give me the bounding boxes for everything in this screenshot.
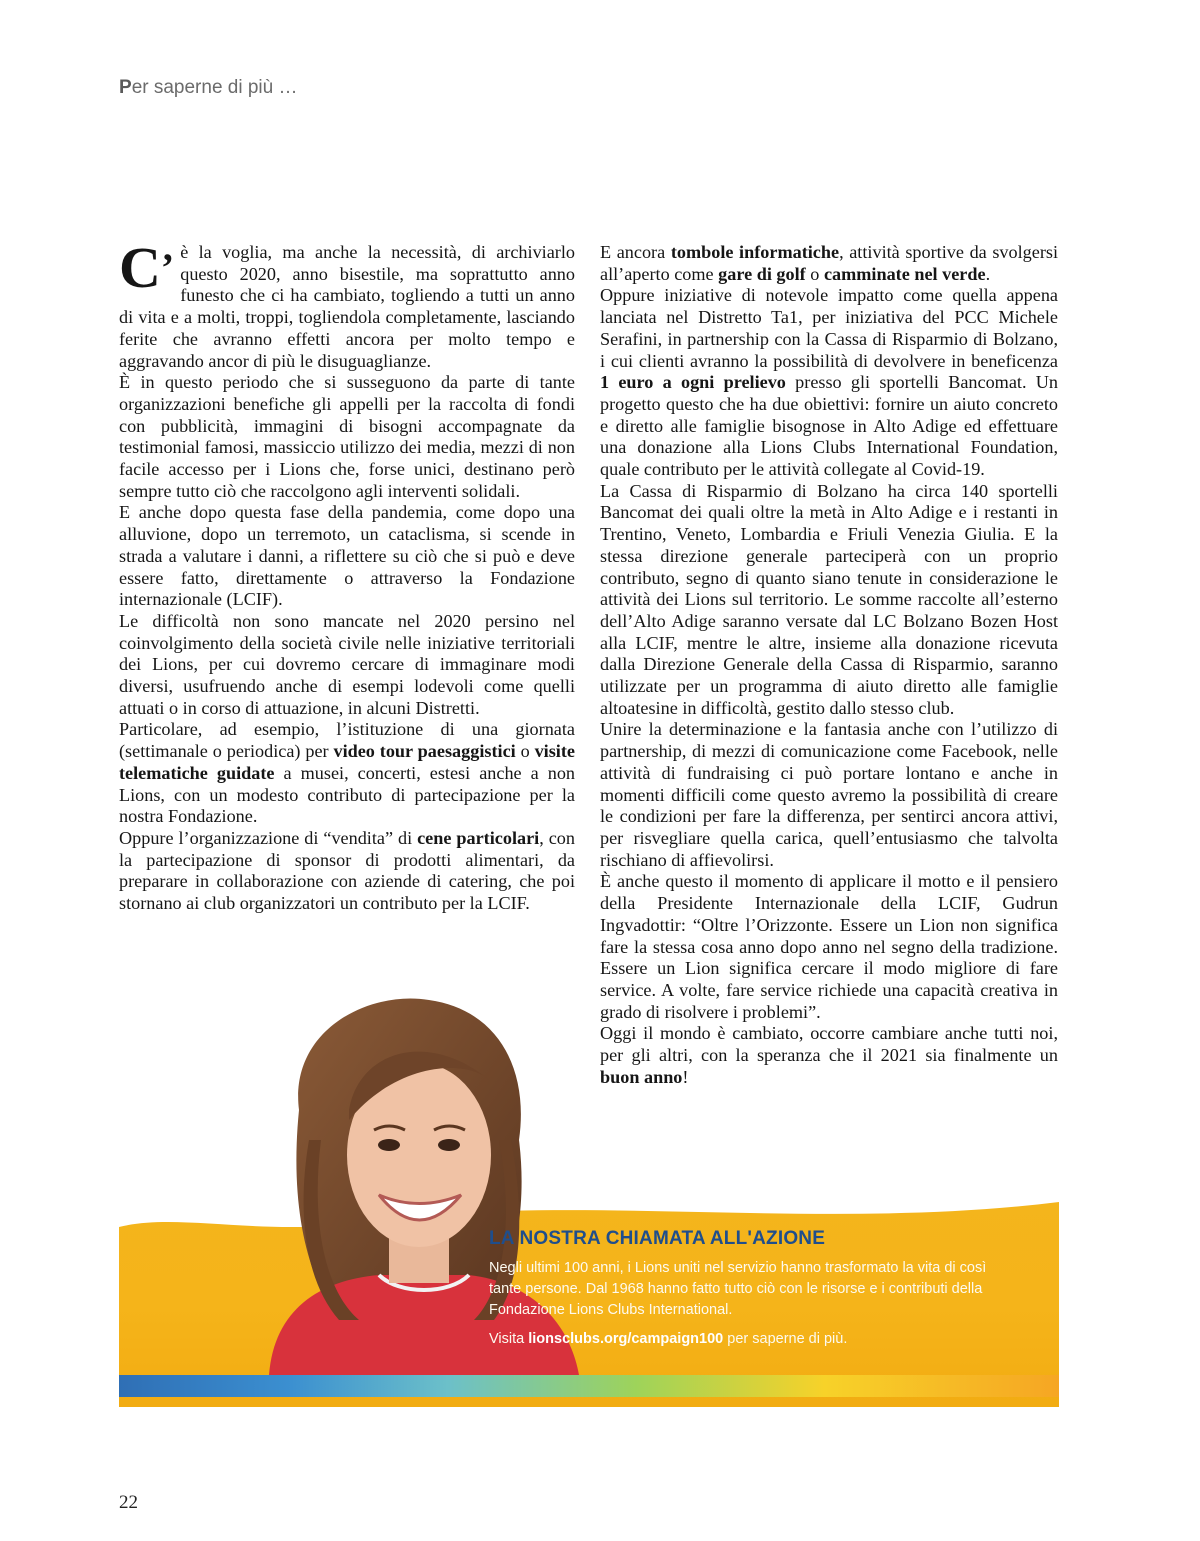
paragraph: Le difficoltà non sono mancate nel 2020 persino nel coinvolgimento della società civile nelle iniziative territoriali dei Lions, per cui dovremo cercare di immaginare modi diversi, usufruendo anche di esempi lodevoli come quelli attuati o in corso di attuazione, in alcuni Distretti.: [119, 610, 575, 718]
text-run: presso gli sportelli Bancomat. Un progetto questo che ha due obiettivi: fornire un aiuto concreto e diretto alle famiglie bisognose in Alto Adige ed effettuare una donazione alla Lions Clubs International Foundation, quale contributo per le attività collegate al Covid-19.: [600, 372, 1058, 480]
left-column: [119, 235, 576, 915]
paragraph: [119, 828, 575, 915]
paragraph: La Cassa di Risparmio di Bolzano ha circa 140 sportelli Bancomat dei quali oltre la metà in Alto Adige e i restanti in Trentino, Veneto, Lombardia e Friuli Venezia Giulia. E la stessa direzione generale parteciperà con un proprio contributo, segno di quanto siano tenute in considerazione le attività dei Lions sul territorio. Le somme raccolte all’esterno dell’Alto Adige saranno versate dal LC Bolzano Bozen Host alla LCIF, mentre le altre, insieme alla donazione ricevuta dalla Direzione Generale della Cassa di Risparmio, saranno utilizzate per un programma di aiuto diretto alle famiglie altoatesine in difficoltà, gestito dallo stesso club.: [600, 480, 1058, 718]
text-run: o: [805, 263, 824, 284]
banner-text-block: [489, 1228, 1019, 1347]
drop-cap-letter: C: [119, 235, 161, 300]
visit-prefix: Visita: [489, 1331, 529, 1347]
bold-text: buon anno: [600, 1066, 683, 1087]
text-run: , attività sportive da svolgersi all’aperto come: [600, 242, 1059, 284]
paragraph: [600, 242, 1058, 285]
lions-campaign-ad: [119, 990, 1059, 1407]
text-run: E ancora: [600, 242, 671, 262]
paragraph: È anche questo il momento di applicare il motto e il pensiero della Presidente Internazionale della LCIF, Gudrun Ingvadottir: “Oltre l’Orizzonte. Essere un Lion non significa fare la stessa cosa anno dopo anno nel segno della tradizione. Essere un Lion significa cercare il modo migliore di fare service. A volte, fare service richiede una capacità creativa in grado di risolvere i problemi”.: [600, 871, 1058, 1022]
text-run: , con la partecipazione di sponsor di prodotti alimentari, da preparare in collaborazione con aziende di catering, che poi stornano ai club organizzatori un contributo per la LCIF.: [119, 827, 575, 914]
bold-text: visite telematiche guidate: [119, 741, 575, 783]
bold-text: cene particolari: [417, 827, 540, 848]
paragraph: Unire la determinazione e la fantasia anche con l’utilizzo di partnership, di mezzi di comunicazione come Facebook, nelle attività di fundraising ci può portare lontano e anche in momenti difficili come questo avremo la possibilità di creare le condizioni per fare la differenza, per sentirci ancora attivi, per risvegliare quella carica, quell’entusiasmo che talvolta rischiano di affievolirsi.: [600, 719, 1058, 870]
text-run: !: [682, 1066, 689, 1087]
right-column: [600, 242, 1058, 1088]
visit-suffix: per saperne di più.: [723, 1331, 848, 1347]
text-run: o: [515, 741, 535, 762]
paragraph: È in questo periodo che si susseguono da parte di tante organizzazioni benefiche gli appelli per la raccolta di fondi con pubblicità, immagini di bisogni accompagnate da testimonial famosi, massiccio utilizzo dei media, mezzi di non facile accesso per i Lions che, forse unici, destinano però sempre tutto ciò che raccolgono agli interventi solidali.: [119, 372, 575, 501]
drop-cap-apostrophe: ’: [160, 245, 175, 290]
page-number: 22: [119, 1492, 138, 1513]
banner-visit-line: [489, 1331, 1019, 1347]
text-run: Particolare, ad esempio, l’istituzione di una giornata (settimanale o periodica) per: [119, 719, 575, 762]
bold-text: gare di golf: [718, 263, 806, 284]
banner-title: LA NOSTRA CHIAMATA ALL'AZIONE: [489, 1228, 826, 1249]
bold-text: 1 euro a ogni prelievo: [600, 372, 786, 393]
text-run: .: [985, 263, 991, 284]
running-head: [119, 77, 298, 99]
drop-cap: [119, 235, 175, 300]
paragraph: [119, 719, 575, 828]
paragraph: [600, 285, 1058, 480]
text-run: Oppure iniziative di notevole impatto come quella appena lanciata nel Distretto Ta1, per iniziativa del PCC Michele Serafini, in partnership con la Cassa di Risparmio di Bolzano, i cui clienti avranno la possibilità di devolvere in beneficenza: [600, 285, 1058, 371]
bold-text: video tour paesaggistici: [333, 741, 516, 762]
text-run: a musei, concerti, estesi anche a non Lions, con un modesto contributo di partecipazione per la nostra Fondazione.: [119, 762, 576, 827]
running-head-text: er saperne di più …: [131, 77, 298, 98]
running-head-initial: P: [119, 77, 132, 98]
bold-text: tombole informatiche: [670, 242, 840, 262]
bold-text: camminate nel verde: [823, 263, 986, 284]
paragraph: [119, 235, 575, 372]
rainbow-stripe: [119, 1375, 1059, 1397]
paragraph: E anche dopo questa fase della pandemia, come dopo una alluvione, dopo un terremoto, un cataclisma, si scende in strada a valutare i danni, a riflettere su ciò che si può e deve essere fatto, direttamente o attraverso la Fondazione internazionale (LCIF).: [119, 502, 575, 610]
paragraph-text: è la voglia, ma anche la necessità, di archiviarlo questo 2020, anno bisestile, ma soprattutto anno funesto che ci ha cambiato, togliendo a tutti un anno di vita e a molti, troppi, togliendola completamente, lasciando ferite che avranno effetti ancora per molto tempo e aggravando ancor di più le disuguaglianze.: [119, 242, 575, 371]
text-run: Oppure l’organizzazione di “vendita” di: [119, 827, 418, 848]
banner-body: Negli ultimi 100 anni, i Lions uniti nel servizio hanno trasformato la vita di così tante persone. Dal 1968 hanno fatto tutto ciò con le risorse e i contributi della Fondazione Lions Clubs International.: [489, 1260, 987, 1318]
campaign-link[interactable]: lionsclubs.org/campaign100: [528, 1331, 724, 1347]
text-run: Oggi il mondo è cambiato, occorre cambiare anche tutti noi, per gli altri, con la speranza che il 2021 sia finalmente un: [600, 1023, 1058, 1066]
